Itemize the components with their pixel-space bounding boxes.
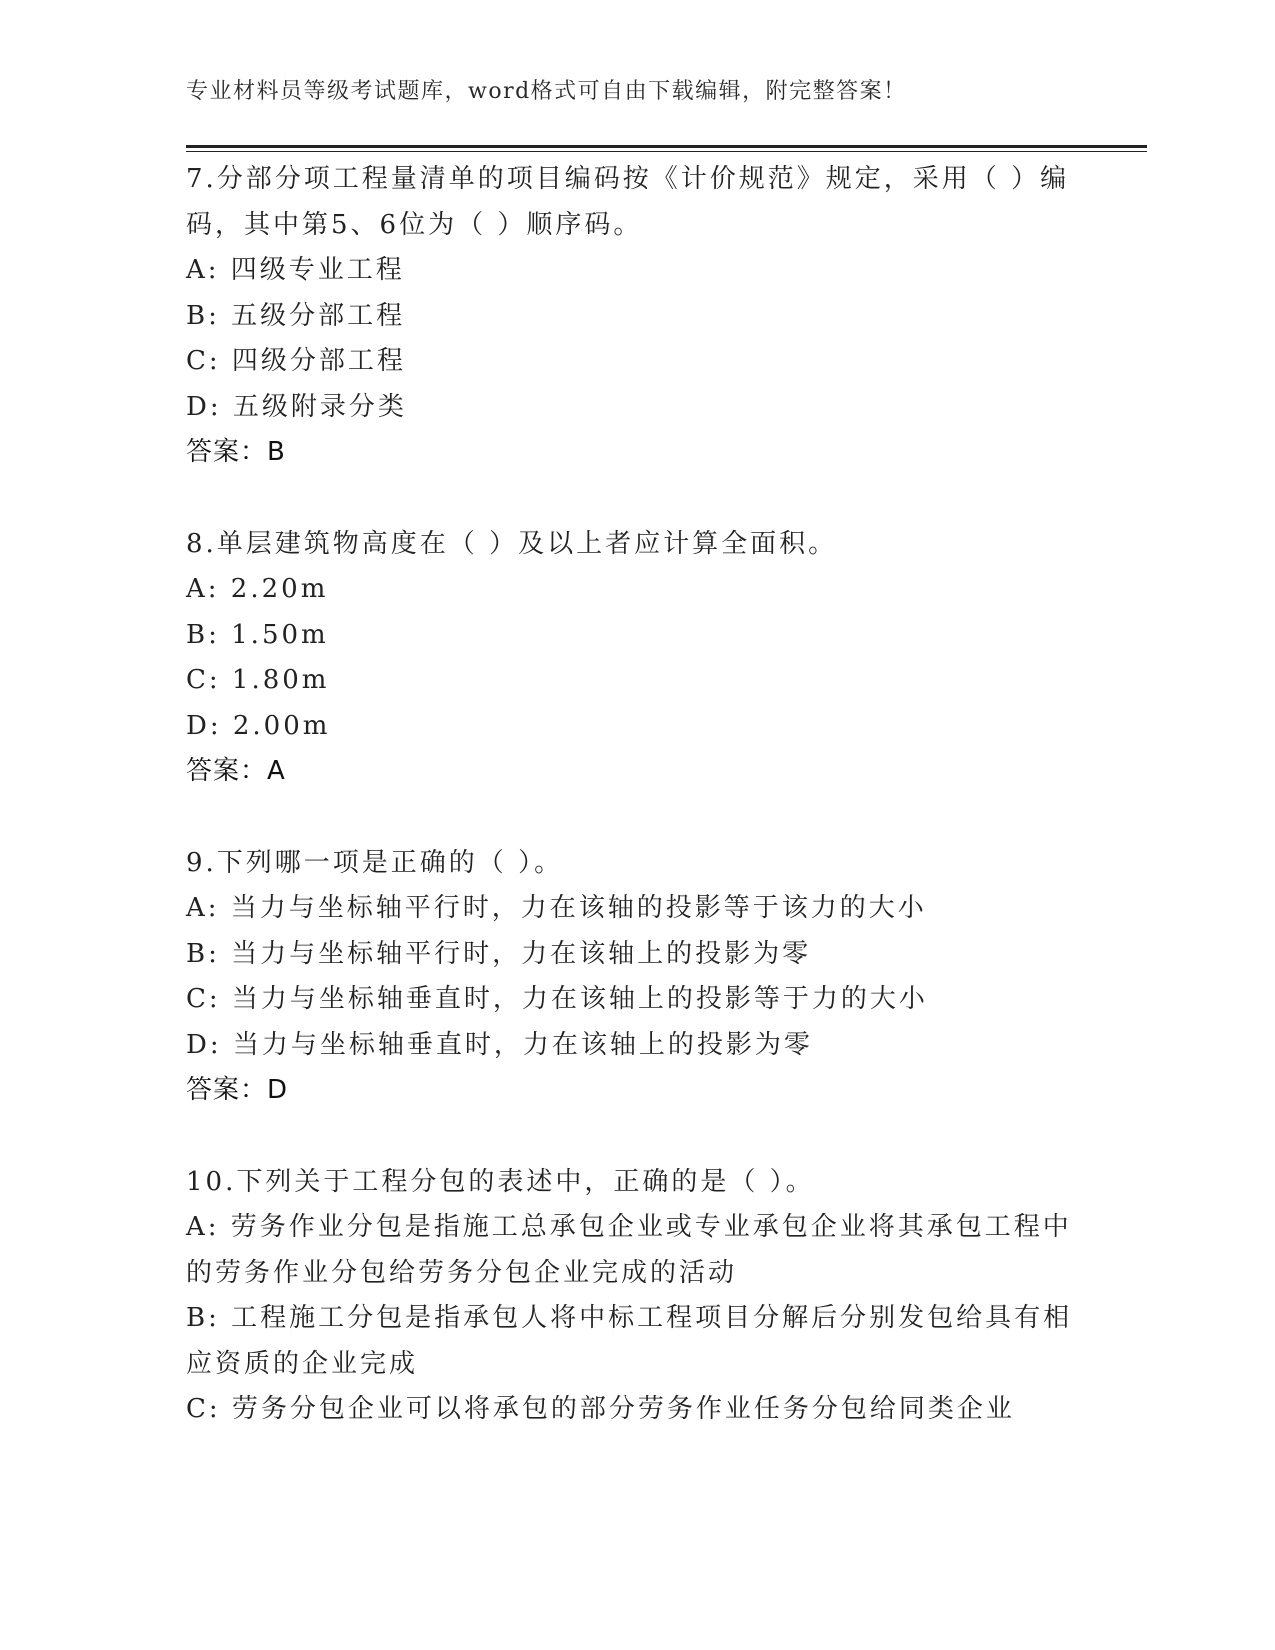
option-b: B: 五级分部工程: [186, 300, 406, 331]
option-c: C: 当力与坐标轴垂直时，力在该轴上的投影等于力的大小: [186, 984, 928, 1014]
question-stem-line: 8.单层建筑物高度在（ ）及以上者应计算全面积。: [186, 528, 838, 559]
option-d: D: 当力与坐标轴垂直时，力在该轴上的投影为零: [186, 1029, 813, 1060]
question-stem-line: 7.分部分项工程量清单的项目编码按《计价规范》规定，采用（ ）编: [186, 164, 1070, 194]
question-stem-line: 9.下列哪一项是正确的（ ）。: [186, 847, 564, 878]
option-b: B: 工程施工分包是指承包人将中标工程项目分解后分别发包给具有相: [186, 1303, 1073, 1333]
option-a-continued: 的劳务作业分包给劳务分包企业完成的活动: [186, 1257, 738, 1288]
header-rule-thin: [186, 151, 1147, 152]
answer: 答案：A: [186, 756, 286, 786]
option-b-continued: 应资质的企业完成: [186, 1348, 419, 1379]
question-stem-line: 10.下列关于工程分包的表述中，正确的是（ ）。: [186, 1166, 815, 1197]
header-rule-thick: [186, 145, 1147, 148]
option-a: A: 劳务作业分包是指施工总承包企业或专业承包企业将其承包工程中: [186, 1212, 1072, 1242]
question-7: [186, 157, 1086, 476]
option-c: C: 1.80m: [186, 665, 330, 695]
option-a: A: 当力与坐标轴平行时，力在该轴的投影等于该力的大小: [186, 893, 927, 923]
option-d: D: 五级附录分类: [186, 391, 407, 422]
page-header: 专业材料员等级考试题库，word格式可自由下载编辑，附完整答案！: [186, 79, 907, 104]
option-d: D: 2.00m: [186, 710, 331, 741]
option-b: B: 当力与坐标轴平行时，力在该轴上的投影为零: [186, 938, 812, 969]
option-b: B: 1.50m: [186, 619, 329, 650]
option-a: A: 四级专业工程: [186, 255, 405, 285]
question-list: [186, 157, 1086, 1479]
question-8: [186, 522, 1086, 795]
question-stem-line: 码，其中第5、6位为（ ）顺序码。: [186, 209, 643, 240]
answer: 答案：B: [186, 437, 286, 467]
question-9: [186, 841, 1086, 1114]
option-c: C: 劳务分包企业可以将承包的部分劳务作业任务分包给同类企业: [186, 1394, 1015, 1424]
option-a: A: 2.20m: [186, 574, 329, 604]
option-c: C: 四级分部工程: [186, 346, 406, 376]
answer: 答案：D: [186, 1075, 289, 1105]
question-10: [186, 1160, 1086, 1433]
